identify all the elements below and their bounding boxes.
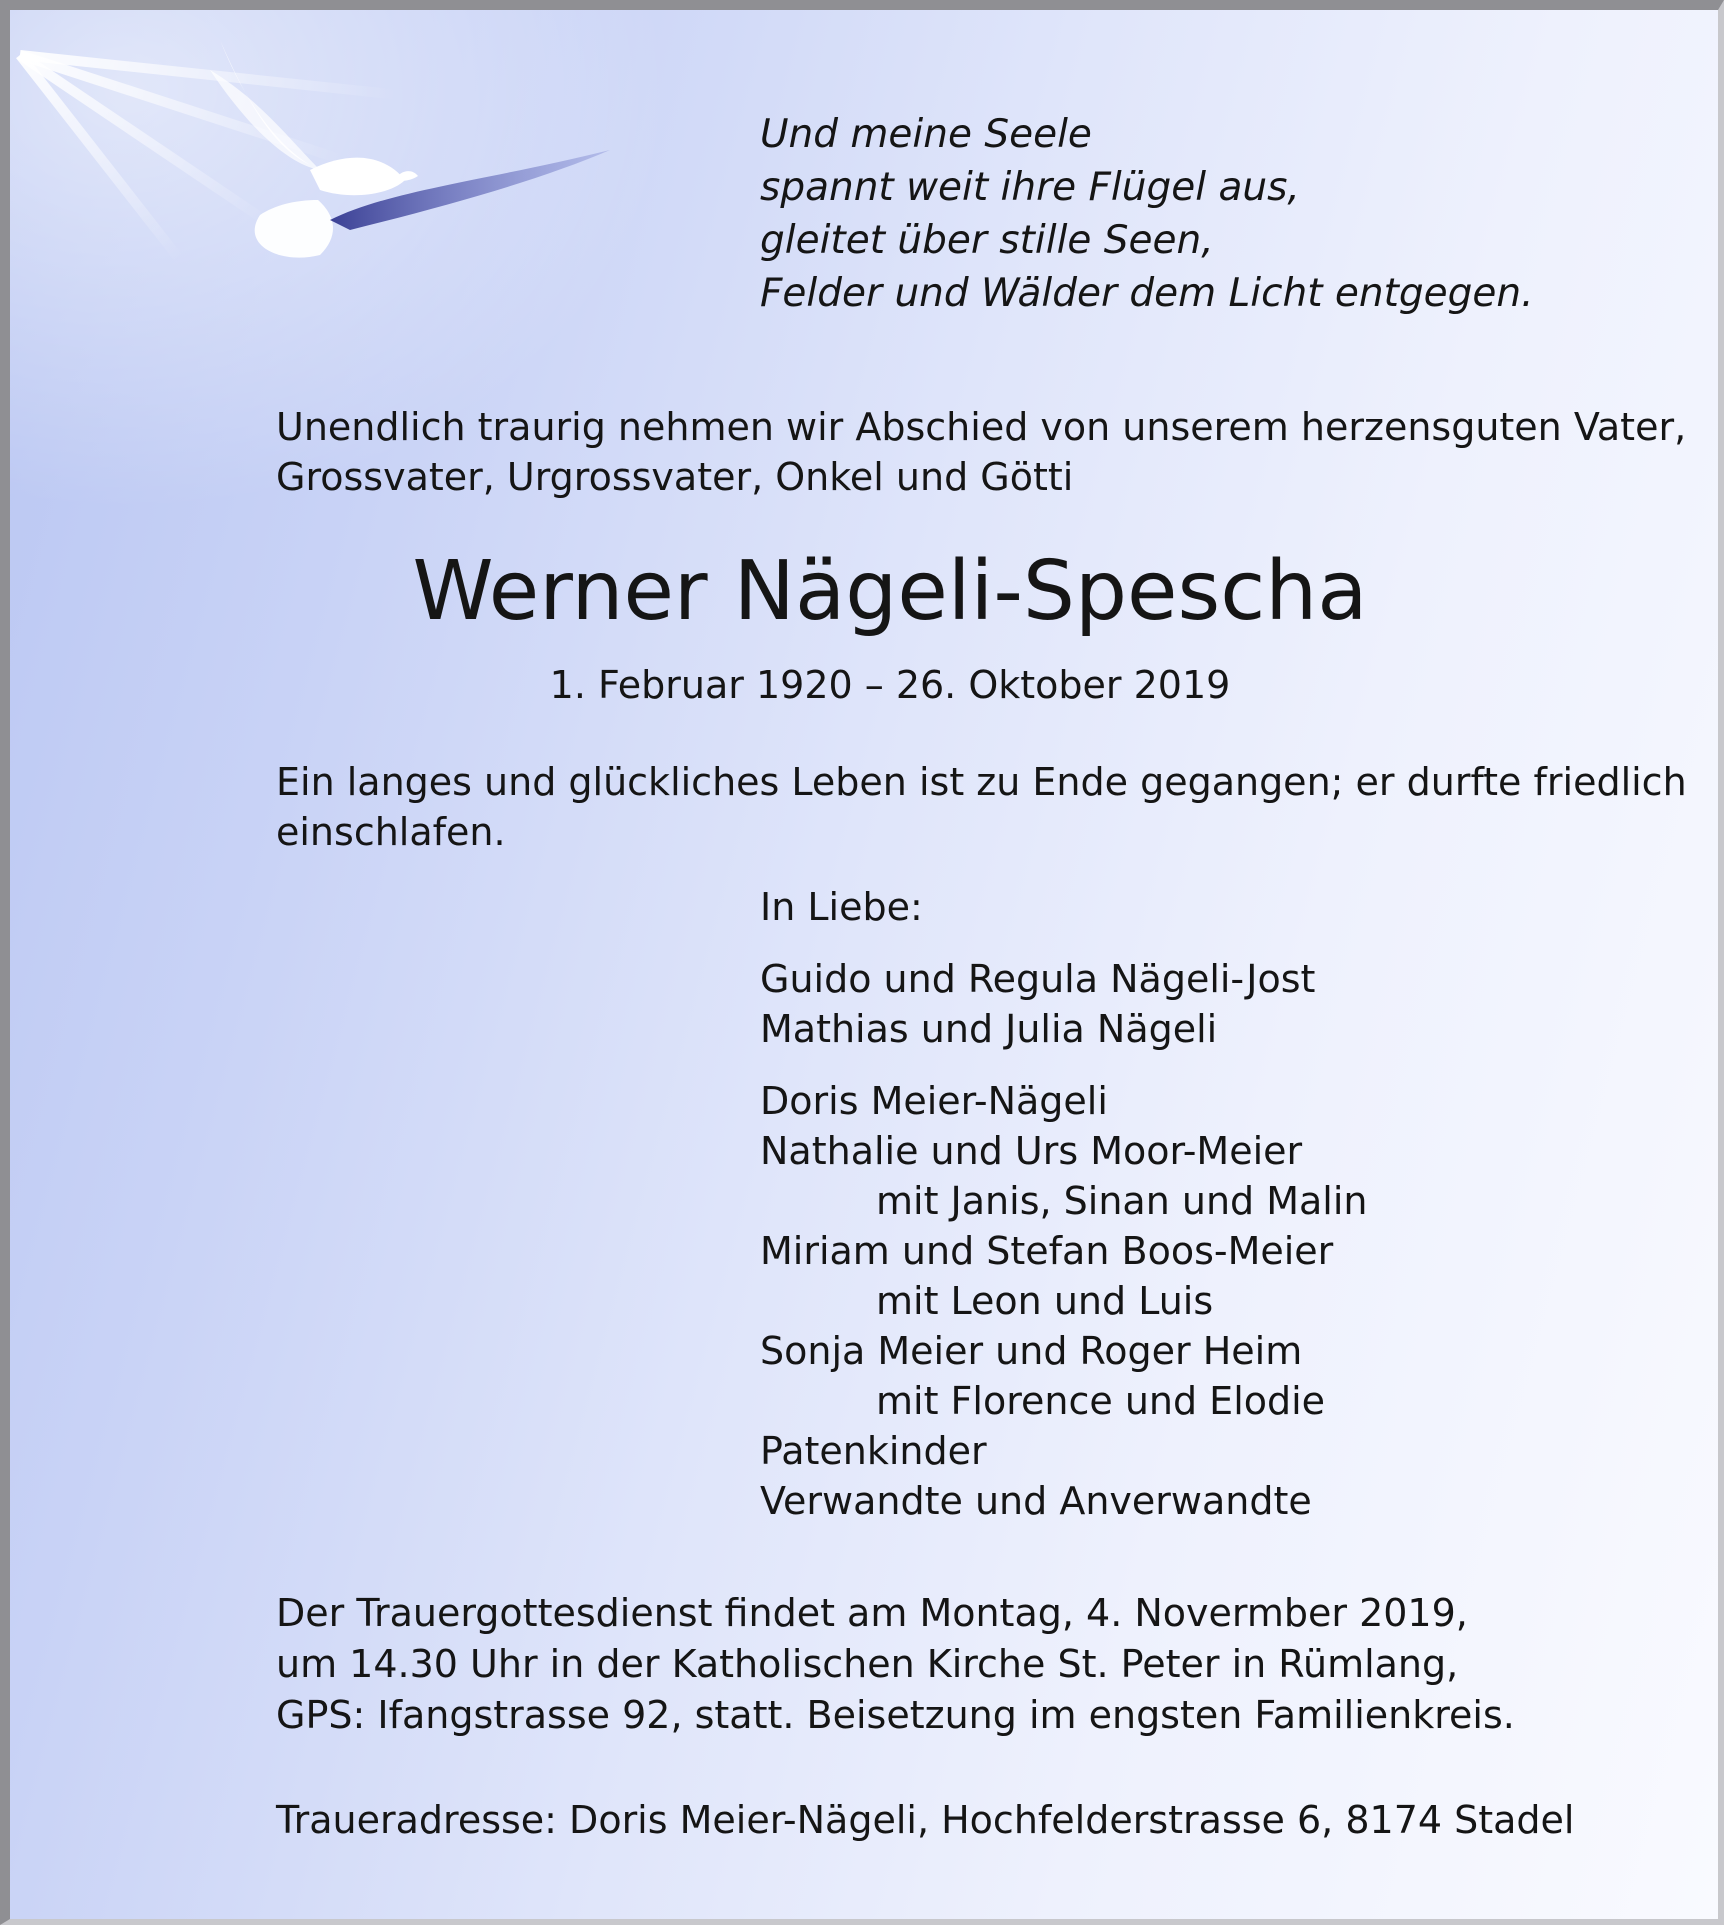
poem bbox=[760, 108, 1534, 320]
life-text bbox=[276, 757, 1687, 857]
service-line: Der Trauergottesdienst findet am Montag, 4. Novermber 2019, bbox=[276, 1591, 1468, 1635]
family-member: Mathias und Julia Nägeli bbox=[760, 1007, 1218, 1051]
family-member: Verwandte und Anverwandte bbox=[760, 1479, 1312, 1523]
family-member: Miriam und Stefan Boos-Meier bbox=[760, 1229, 1334, 1273]
intro-line: Unendlich traurig nehmen wir Abschied von unserem herzensguten Vater, bbox=[276, 405, 1687, 449]
family-member: Doris Meier-Nägeli bbox=[760, 1079, 1108, 1123]
service-info bbox=[276, 1588, 1515, 1741]
family-member: Nathalie und Urs Moor-Meier bbox=[760, 1129, 1303, 1173]
poem-line: spannt weit ihre Flügel aus, bbox=[760, 165, 1300, 210]
service-line: GPS: Ifangstrasse 92, statt. Beisetzung im engsten Familienkreis. bbox=[276, 1693, 1515, 1737]
intro-line: Grossvater, Urgrossvater, Onkel und Götti bbox=[276, 455, 1074, 499]
life-dates: 1. Februar 1920 – 26. Oktober 2019 bbox=[549, 663, 1231, 707]
family-list bbox=[760, 882, 1368, 1526]
family-member: Guido und Regula Nägeli-Jost bbox=[760, 957, 1316, 1001]
family-heading: In Liebe: bbox=[760, 885, 923, 929]
dove-icon bbox=[200, 30, 640, 290]
poem-line: Felder und Wälder dem Licht entgegen. bbox=[760, 271, 1534, 316]
family-member: Sonja Meier und Roger Heim bbox=[760, 1329, 1303, 1373]
intro-text bbox=[276, 402, 1686, 502]
poem-line: Und meine Seele bbox=[760, 112, 1092, 157]
poem-line: gleitet über stille Seen, bbox=[760, 218, 1214, 263]
family-children: mit Janis, Sinan und Malin bbox=[876, 1179, 1368, 1223]
mourning-address: Traueradresse: Doris Meier-Nägeli, Hochfelderstrasse 6, 8174 Stadel bbox=[276, 1798, 1575, 1842]
life-text-line: einschlafen. bbox=[276, 810, 506, 854]
life-text-line: Ein langes und glückliches Leben ist zu Ende gegangen; er durfte friedlich bbox=[276, 760, 1687, 804]
family-children: mit Leon und Luis bbox=[876, 1279, 1214, 1323]
family-member: Patenkinder bbox=[760, 1429, 987, 1473]
deceased-name: Werner Nägeli-Spescha bbox=[412, 544, 1368, 639]
service-line: um 14.30 Uhr in der Katholischen Kirche St. Peter in Rümlang, bbox=[276, 1642, 1459, 1686]
family-children: mit Florence und Elodie bbox=[876, 1379, 1326, 1423]
